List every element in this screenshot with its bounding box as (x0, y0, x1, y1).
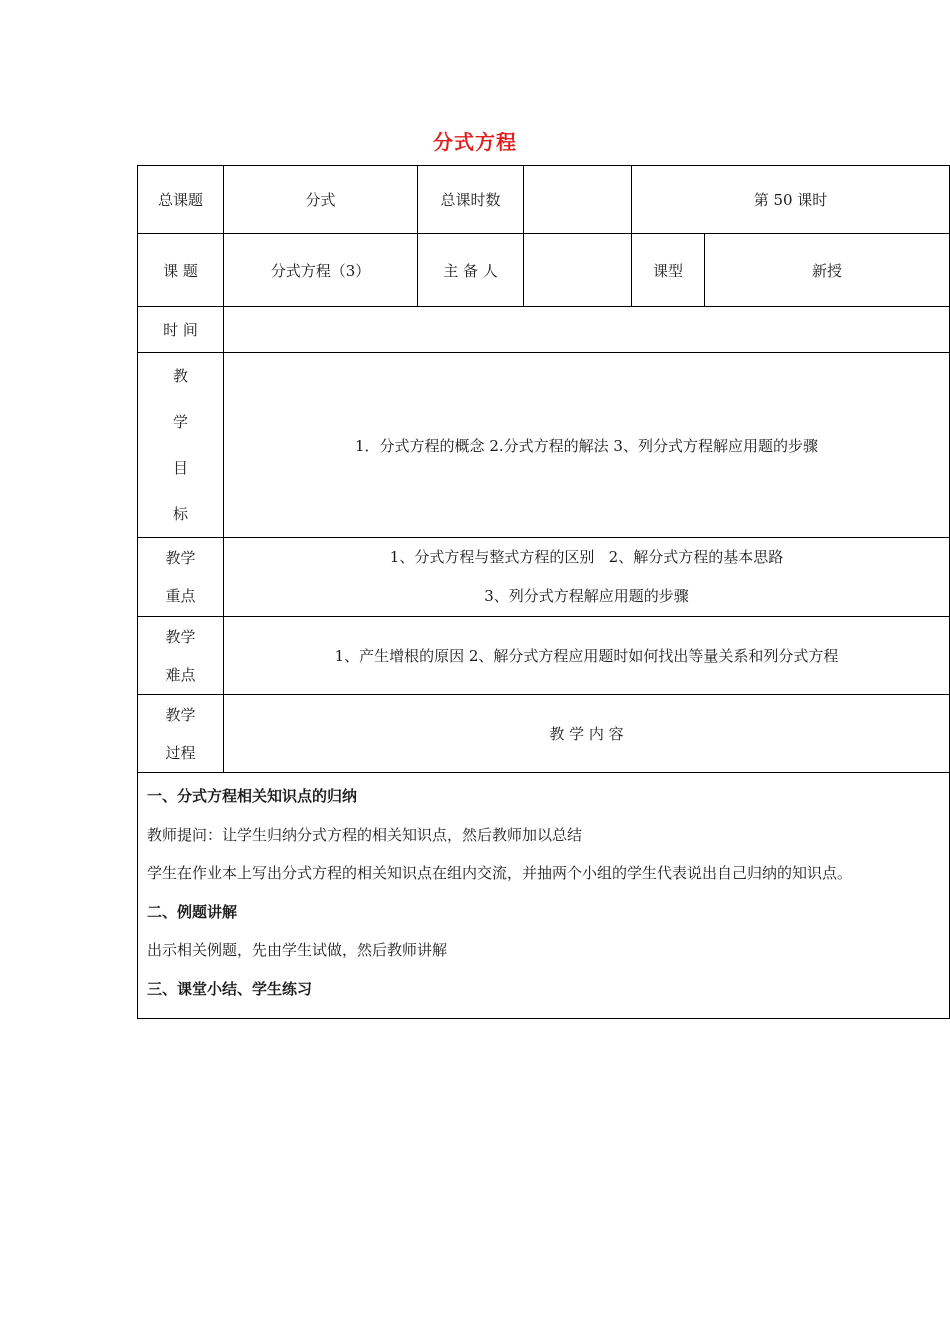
label-char: 标 (172, 505, 188, 523)
value-lesson: 分式方程（3） (224, 234, 418, 307)
value-total-hours (524, 166, 632, 234)
section-heading: 一、分式方程相关知识点的归纳 (147, 787, 358, 805)
value-objectives: 1．分式方程的概念 2.分式方程的解法 3、列分式方程解应用题的步骤 (224, 353, 950, 538)
page-title: 分式方程 (433, 130, 517, 154)
label-total-hours: 总课时数 (418, 166, 524, 234)
value-total-topic: 分式 (224, 166, 418, 234)
table-row-difficulties (138, 617, 950, 695)
lesson-plan-table (137, 165, 950, 1019)
value-key-points (224, 538, 950, 617)
value-lesson-type: 新授 (705, 234, 950, 307)
label-char: 教 (172, 367, 188, 385)
paragraph: 教师提问：让学生归纳分式方程的相关知识点，然后教师加以总结 (147, 825, 583, 844)
label-preparer: 主 备 人 (418, 234, 524, 307)
value-preparer (524, 234, 632, 307)
label-line: 过程 (165, 743, 196, 762)
table-row-process (138, 695, 950, 773)
label-line: 教学 (165, 705, 196, 724)
key-point-line: 3、列分式方程解应用题的步骤 (484, 587, 689, 605)
paragraph: 学生在作业本上写出分式方程的相关知识点在组内交流，并抽两个小组的学生代表说出自己归纳的知识点。 (147, 864, 853, 882)
label-time: 时 间 (138, 307, 224, 353)
table-row-content (138, 773, 950, 1019)
label-total-topic: 总课题 (138, 166, 224, 234)
label-line: 难点 (165, 665, 196, 684)
label-char: 学 (172, 413, 188, 431)
table-row-topic (138, 166, 950, 234)
label-key-points (138, 538, 224, 617)
table-row-objectives (138, 353, 950, 538)
label-lesson-type: 课型 (632, 234, 705, 307)
value-lesson-number: 第 50 课时 (632, 166, 950, 234)
value-time (224, 307, 950, 353)
label-line: 教学 (165, 549, 196, 567)
section-heading: 三、课堂小结、学生练习 (147, 979, 313, 998)
key-point-line: 1、分式方程与整式方程的区别 2、解分式方程的基本思路 (389, 548, 784, 566)
label-objectives (138, 353, 224, 538)
process-header: 教 学 内 容 (224, 695, 950, 773)
label-process (138, 695, 224, 773)
paragraph: 出示相关例题，先由学生试做，然后教师讲解 (147, 941, 448, 959)
value-difficulties: 1、产生增根的原因 2、解分式方程应用题时如何找出等量关系和列分式方程 (224, 617, 950, 695)
table-row-lesson (138, 234, 950, 307)
teaching-content (138, 773, 950, 1019)
label-line: 重点 (165, 587, 196, 605)
table-row-key-points (138, 538, 950, 617)
label-lesson: 课 题 (138, 234, 224, 307)
table-row-time (138, 307, 950, 353)
section-heading: 二、例题讲解 (147, 902, 238, 921)
label-line: 教学 (165, 627, 196, 646)
label-difficulties (138, 617, 224, 695)
label-char: 目 (172, 459, 188, 477)
